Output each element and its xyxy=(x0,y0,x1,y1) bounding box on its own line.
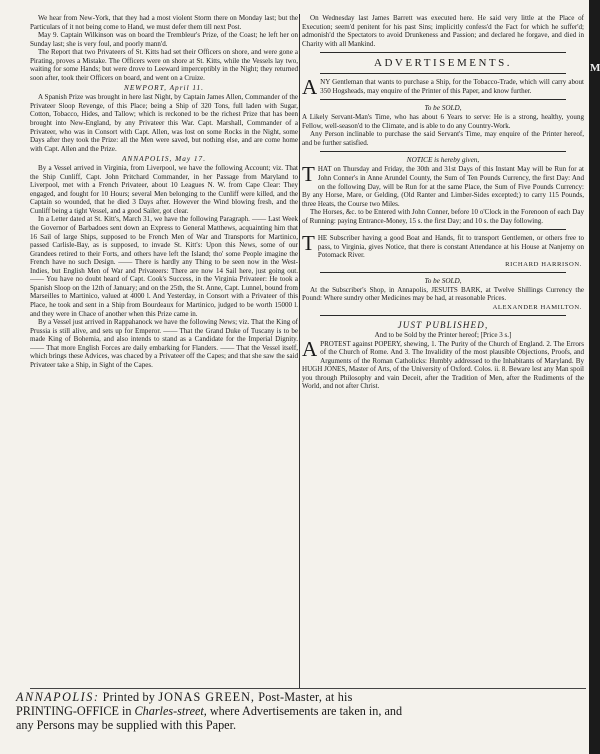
section-rule xyxy=(320,229,566,230)
drop-cap: A xyxy=(302,336,318,361)
ad-signature: ALEXANDER HAMILTON. xyxy=(492,304,582,312)
advertisements-title: ADVERTISEMENTS. xyxy=(374,57,512,70)
ad-text: HE Subscriber having a good Boat and Hands, fit to transport Gentlemen, or others free to pass, to Virginia, gives Notice, that there is constant Attendance at his House at Nanjemy on Potomack River. xyxy=(317,234,584,260)
ad-text: At the Subscriber's Shop, in Annapolis, JESUITS BARK, at Twelve Shillings Currency the Pound: Where sundry other Medicines may be had, at reasonable Prices. xyxy=(302,285,584,303)
news-paragraph: We hear from New-York, that they had a most violent Storm there on Monday last; but the Particulars of it not being come to Hand, we must defer them till next Post. xyxy=(30,14,298,31)
ad-heading: JUST PUBLISHED, xyxy=(397,320,489,331)
section-rule xyxy=(320,151,566,152)
colophon-line-3: any Persons may be supplied with this Paper. xyxy=(16,718,237,732)
advertisement-race xyxy=(302,156,584,225)
left-column xyxy=(30,14,298,704)
ad-text: Any Person inclinable to purchase the said Servant's Time, may enquire of the Printer hereof, and be further satisfied. xyxy=(302,130,584,147)
ad-text: The Horses, &c. to be Entered with John Conner, before 10 o'Clock in the Forenoon of each Day of Running: paying Entrance-Money, 15 s. the first Day; and 10 s. the Day following. xyxy=(302,208,584,225)
ad-text: NY Gentleman that wants to purchase a Ship, for the Tobacco-Trade, which will carry about 350 Hogsheads, may enquire of the Printer of this Paper, and know further. xyxy=(320,78,584,95)
news-paragraph: The Report that two Privateers of St. Kitts had set their Officers on shore, and were gone a Pirating, proves a Mistake. The Officers were on shore at St. Kitts, while the Vessels lay two, waiting for some Hands; but were drove to Leeward imperceptibly in the Night; they returned soon after, took their Officers on board, and went on a Cruize. xyxy=(30,48,298,82)
page-edge xyxy=(589,0,600,754)
colophon-place: ANNAPOLIS: xyxy=(16,690,100,704)
news-paragraph: By a Vessel arrived in Virginia, from Liverpool, we have the following Account; viz. That the Ship Cunliff, Capt. John Pritchard Commander, in her Passage from Maryland to Liverpool, met with a French Privateer, about 10 Leagues N. W. from Cape Clear: They engaged, and fought for 10 Hours; several Men belonging to the Cunliff were killed, and the Captain so wounded, that he died 3 Days after. However the Wind blowing fresh, and the Cunliff being a tight Vessel, and a good Sailer, got clear. xyxy=(30,164,298,215)
dateline-annapolis: ANNAPOLIS, May 17. xyxy=(121,154,207,164)
ad-text: HAT on Thursday and Friday, the 30th and 31st Days of this Instant May will be Run for at John Conner's in Anne Arundel County, the Sum of Ten Pounds Currency, the first Day: And on the following Day, will be Run for at the same Place, the Sum of Five Pounds Currency: By any Horse, Mare, or Gelding, (Old Ranter and Limber-Sides excepted;) to carry 115 Pounds, three Heats, the Course two Miles. xyxy=(302,165,584,208)
drop-cap: T xyxy=(302,162,315,187)
footer-rule xyxy=(30,688,586,689)
news-paragraph: May 9. Captain Wilkinson was on board the Trembleur's Prize, of the Coast; he left her on Sunday last; she is very foul, and poorly mann'd. xyxy=(30,31,298,48)
ad-text: PROTEST against POPERY, shewing, 1. The Purity of the Church of England. 2. The Errors of the Church of Rome. And 3. The Invalidity of the most plausible Objections, Proofs, and Arguments of the Roman Catholicks: Humbly addressed to the Inhabitants of Maryland. By HUGH JONES, Master of Arts, of the University of Oxford. Colos. ii. 8. Beware lest any Man spoil you through Philosophy and vain Deceit, after the Tradition of Men, after the Rudiments of the World, and not after Christ. xyxy=(302,339,584,391)
column-divider xyxy=(299,14,300,688)
news-paragraph: In a Letter dated at St. Kitt's, March 31, we have the following Paragraph. —— Last Week the Governor of Barbadoes sent down an Express to General Matthews, acquainting him that 16 Sail of large Ships, supposed to be French Men of War and Transports for Martinico, passed Carlisle-Bay, as is supposed, to invade St. Kitt's: Upon this News, some of our Grandees retired to their Forts, and others have left the Island; tho' some People imagine the French have no such Design. —— There is hardly any Thing to be seen now in the West-Indies, but English Men of War and Privateers: There are now 14 Sail here, just going out. —— You have no doubt heard of Capt. Cook's Success, in the Virginia Privateer: He took a Spanish Sloop on the 12th of January; and on the 25th, the St. Anne, Capt. Lunnel, bound from Marseilles to Martinico, valued at 4000 l. And Yesterday, in Consort with a Privateer of this Place, he took and sent in a Ship from Bourdeaux for Martinico, judged to be worth 15000 l. and they were in Chace of another when this Prize came in. xyxy=(30,215,298,318)
section-rule xyxy=(320,315,566,316)
news-paragraph: By a Vessel just arrived in Rappahanock we have the following News; viz. That the King of Prussia is still alive, and sets up for Emperor. —— That the Grand Duke of Tuscany is to be made King of Bohemia, and also intends to stand as a Candidate for the Imperial Dignity. —— That more English Forces are daily embarking for Flanders. —— That the Vessel itself, which brings these Advices, was chaced by a Privateer off the Capes; and that she saw the said Privateer take a Ship, in Sight of the Capes. xyxy=(30,318,298,369)
news-paragraph: On Wednesday last James Barrett was executed here. He said very little at the Place of Execution; seem'd penitent for his past Sins; implicitly confess'd the Fact for which he suffer'd; admonish'd the Spectators to avoid Drunkeness and Passion; and declared he forgave, and died in Charity with all Mankind. xyxy=(302,14,584,48)
colophon xyxy=(16,690,586,732)
drop-cap: T xyxy=(302,231,315,256)
edge-letter: M xyxy=(590,62,600,74)
right-column xyxy=(302,14,584,704)
ad-heading: NOTICE is hereby given, xyxy=(406,156,480,165)
news-paragraph: A Spanish Prize was brought in here last Night, by Captain James Allen, Commander of the Privateer Sloop Revenge, of this Place; being a Ship of 320 Tons, full laden with Sugar, Cotton, Tobacco, Hides, and Tallow; which is reckoned to be the richest Prize that has been brought into New-England, by any Privateer this War. Capt. Marshall, Commander of a Privateer, who was in Consort with Capt. Allen, was lost on some Rocks in the Night, some Days after they took the Prize: all the Men were saved, but nothing else, and are come home with Capt. Allen and the Prize. xyxy=(30,93,298,153)
section-rule xyxy=(320,73,566,74)
colophon-line-2 xyxy=(16,704,586,718)
section-rule xyxy=(320,272,566,273)
colophon-text: Post-Master, at his xyxy=(254,690,353,704)
advertisement-servant xyxy=(302,104,584,147)
dateline-newport: NEWPORT, April 11. xyxy=(123,83,205,93)
colophon-text: where Advertisements are taken in, and xyxy=(206,704,403,718)
advertisement-ship xyxy=(302,75,584,100)
colophon-text: PRINTING-OFFICE in xyxy=(16,704,135,718)
colophon-line-1 xyxy=(16,690,586,704)
drop-cap: A xyxy=(302,75,318,100)
section-rule xyxy=(320,99,566,100)
colophon-text: Printed by xyxy=(99,690,159,704)
section-rule xyxy=(320,52,566,53)
ad-subheading: And to be Sold by the Printer hereof; [Price 3 s.] xyxy=(374,331,512,340)
ad-heading: To be SOLD, xyxy=(424,104,462,113)
colophon-printer: JONAS GREEN, xyxy=(158,690,255,704)
ad-text: A Likely Servant-Man's Time, who has about 6 Years to serve: He is a strong, healthy, young Fellow, well-season'd to the Climate, and is able to do any Country-Work. xyxy=(302,113,584,130)
advertisement-protest xyxy=(302,320,584,391)
ad-signature: RICHARD HARRISON. xyxy=(505,260,582,268)
ad-heading: To be SOLD, xyxy=(424,276,462,285)
advertisement-jesuits-bark xyxy=(302,277,584,311)
advertisement-boat xyxy=(302,231,584,268)
colophon-street: Charles-street, xyxy=(134,704,207,718)
